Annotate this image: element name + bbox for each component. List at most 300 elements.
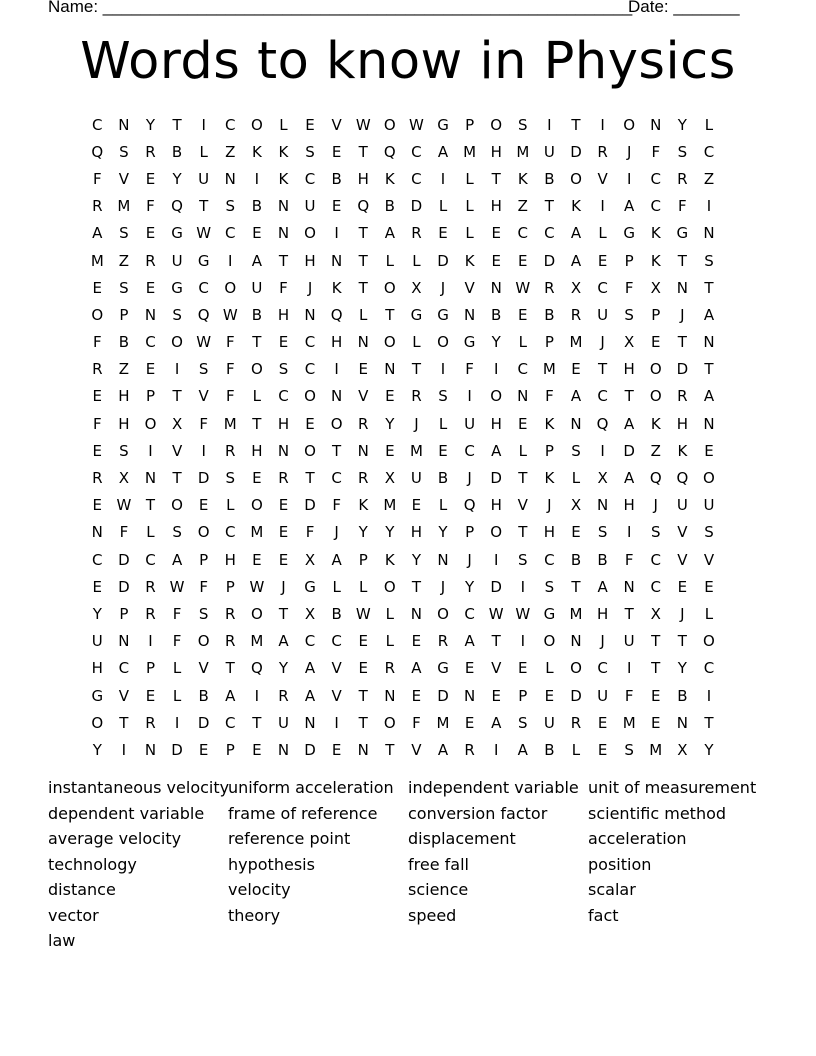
grid-letter[interactable]: R	[411, 387, 422, 406]
grid-letter[interactable]: J	[680, 305, 685, 324]
grid-letter[interactable]: S	[544, 577, 555, 596]
grid-letter[interactable]: H	[543, 523, 556, 542]
grid-letter[interactable]: R	[92, 197, 103, 216]
grid-letter[interactable]: Z	[225, 142, 236, 161]
grid-letter[interactable]: J	[414, 414, 419, 433]
grid-letter[interactable]: Q	[197, 305, 210, 324]
grid-letter[interactable]: E	[358, 659, 368, 678]
grid-letter[interactable]: F	[279, 278, 288, 297]
grid-letter[interactable]: T	[358, 686, 368, 705]
grid-letter[interactable]: O	[304, 387, 316, 406]
grid-letter[interactable]: T	[651, 659, 661, 678]
grid-letter[interactable]: A	[304, 686, 316, 705]
grid-letter[interactable]: T	[571, 115, 581, 134]
grid-letter[interactable]: W	[249, 577, 265, 596]
grid-letter[interactable]: T	[385, 740, 395, 759]
grid-letter[interactable]: S	[198, 360, 209, 379]
grid-letter[interactable]: O	[250, 604, 263, 623]
grid-letter[interactable]: N	[517, 387, 529, 406]
grid-letter[interactable]: N	[118, 115, 130, 134]
grid-letter[interactable]: T	[172, 469, 182, 488]
grid-letter[interactable]: T	[358, 251, 368, 270]
grid-letter[interactable]: T	[358, 278, 368, 297]
grid-letter[interactable]: X	[411, 278, 422, 297]
grid-letter[interactable]: C	[650, 550, 661, 569]
grid-letter[interactable]: A	[703, 305, 715, 324]
grid-letter[interactable]: T	[704, 360, 714, 379]
grid-letter[interactable]: H	[251, 441, 263, 460]
grid-letter[interactable]: L	[704, 115, 714, 134]
grid-letter[interactable]: N	[277, 224, 290, 243]
grid-letter[interactable]: P	[465, 115, 475, 134]
grid-letter[interactable]: O	[703, 469, 715, 488]
grid-letter[interactable]: N	[331, 387, 343, 406]
grid-letter[interactable]: I	[600, 115, 605, 134]
grid-letter[interactable]: C	[464, 441, 475, 460]
grid-letter[interactable]: L	[704, 604, 714, 623]
grid-letter[interactable]: X	[624, 333, 635, 352]
grid-letter[interactable]: X	[597, 469, 608, 488]
grid-letter[interactable]: E	[571, 360, 581, 379]
grid-letter[interactable]: Q	[91, 142, 104, 161]
grid-letter[interactable]: F	[92, 169, 102, 188]
grid-letter[interactable]: N	[357, 441, 369, 460]
grid-letter[interactable]: T	[411, 360, 421, 379]
grid-letter[interactable]: U	[597, 686, 609, 705]
grid-letter[interactable]: O	[490, 115, 503, 134]
grid-letter[interactable]: T	[358, 713, 368, 732]
grid-letter[interactable]: B	[491, 305, 502, 324]
grid-letter[interactable]: M	[436, 713, 450, 732]
grid-letter[interactable]: W	[515, 604, 531, 623]
grid-letter[interactable]: N	[304, 305, 316, 324]
grid-letter[interactable]: V	[198, 659, 209, 678]
grid-letter[interactable]: A	[437, 740, 449, 759]
grid-letter[interactable]: O	[543, 632, 556, 651]
grid-letter[interactable]: A	[570, 224, 582, 243]
grid-letter[interactable]: E	[358, 632, 368, 651]
grid-letter[interactable]: L	[279, 115, 288, 134]
grid-letter[interactable]: O	[171, 333, 183, 352]
grid-letter[interactable]: J	[600, 632, 605, 651]
grid-letter[interactable]: C	[304, 360, 316, 379]
grid-letter[interactable]: G	[91, 686, 104, 705]
grid-letter[interactable]: I	[600, 441, 605, 460]
grid-letter[interactable]: D	[197, 713, 210, 732]
grid-letter[interactable]: L	[172, 686, 182, 705]
grid-letter[interactable]: D	[570, 142, 582, 161]
grid-letter[interactable]: Z	[703, 169, 715, 188]
grid-letter[interactable]: F	[678, 197, 687, 216]
grid-letter[interactable]: I	[201, 441, 206, 460]
grid-letter[interactable]: E	[385, 441, 395, 460]
grid-letter[interactable]: B	[544, 169, 555, 188]
grid-letter[interactable]: N	[224, 169, 236, 188]
grid-letter[interactable]: I	[626, 169, 632, 188]
grid-letter[interactable]: H	[118, 387, 130, 406]
grid-letter[interactable]: I	[520, 577, 526, 596]
grid-letter[interactable]: V	[517, 496, 528, 515]
grid-letter[interactable]: D	[118, 550, 130, 569]
grid-letter[interactable]: I	[148, 441, 153, 460]
grid-letter[interactable]: A	[278, 632, 289, 651]
grid-letter[interactable]: D	[118, 577, 130, 596]
grid-letter[interactable]: R	[437, 632, 449, 651]
grid-letter[interactable]: T	[677, 632, 687, 651]
grid-letter[interactable]: L	[438, 197, 448, 216]
grid-letter[interactable]: E	[278, 333, 289, 352]
grid-letter[interactable]: V	[118, 686, 130, 705]
grid-letter[interactable]: C	[331, 469, 342, 488]
grid-letter[interactable]: O	[197, 632, 210, 651]
grid-letter[interactable]: I	[600, 197, 605, 216]
grid-letter[interactable]: N	[437, 550, 449, 569]
grid-letter[interactable]: I	[706, 686, 712, 705]
grid-letter[interactable]: E	[385, 387, 395, 406]
grid-letter[interactable]: C	[225, 115, 236, 134]
grid-letter[interactable]: K	[544, 414, 555, 433]
grid-letter[interactable]: O	[383, 115, 396, 134]
grid-letter[interactable]: V	[677, 550, 688, 569]
grid-letter[interactable]: M	[542, 360, 556, 379]
grid-letter[interactable]: U	[597, 305, 609, 324]
grid-letter[interactable]: H	[623, 360, 635, 379]
grid-letter[interactable]: W	[488, 604, 504, 623]
grid-letter[interactable]: H	[623, 496, 635, 515]
grid-letter[interactable]: I	[440, 169, 446, 188]
grid-letter[interactable]: E	[597, 251, 608, 270]
grid-letter[interactable]: A	[624, 469, 635, 488]
grid-letter[interactable]: E	[491, 224, 501, 243]
grid-letter[interactable]: A	[491, 441, 502, 460]
grid-letter[interactable]: W	[116, 496, 132, 515]
grid-letter[interactable]: R	[570, 305, 582, 324]
grid-letter[interactable]: G	[623, 224, 635, 243]
grid-letter[interactable]: E	[305, 414, 315, 433]
grid-letter[interactable]: N	[277, 197, 290, 216]
grid-letter[interactable]: N	[703, 224, 715, 243]
grid-letter[interactable]: A	[171, 550, 183, 569]
grid-letter[interactable]: M	[117, 197, 131, 216]
grid-letter[interactable]: E	[464, 713, 475, 732]
grid-letter[interactable]: K	[358, 496, 369, 515]
grid-letter[interactable]: E	[677, 577, 688, 596]
grid-letter[interactable]: O	[570, 659, 582, 678]
grid-letter[interactable]: L	[385, 632, 394, 651]
grid-letter[interactable]: E	[331, 197, 342, 216]
grid-letter[interactable]: R	[145, 251, 156, 270]
grid-letter[interactable]: H	[277, 305, 290, 324]
grid-letter[interactable]: F	[624, 686, 634, 705]
grid-letter[interactable]: K	[650, 414, 661, 433]
grid-letter[interactable]: N	[703, 414, 715, 433]
grid-letter[interactable]: L	[359, 305, 368, 324]
grid-letter[interactable]: E	[145, 169, 156, 188]
grid-letter[interactable]: T	[252, 414, 262, 433]
grid-letter[interactable]: M	[569, 333, 583, 352]
grid-letter[interactable]: L	[571, 740, 581, 759]
grid-letter[interactable]: W	[409, 115, 424, 134]
grid-letter[interactable]: G	[171, 224, 183, 243]
grid-letter[interactable]: L	[359, 577, 368, 596]
grid-letter[interactable]: D	[543, 251, 556, 270]
grid-letter[interactable]: S	[571, 441, 581, 460]
grid-letter[interactable]: T	[278, 604, 289, 623]
grid-letter[interactable]: M	[569, 604, 583, 623]
grid-letter[interactable]: Y	[385, 414, 395, 433]
grid-letter[interactable]: I	[121, 740, 127, 759]
grid-letter[interactable]: O	[171, 496, 183, 515]
grid-letter[interactable]: T	[172, 387, 182, 406]
grid-letter[interactable]: O	[224, 278, 237, 297]
grid-letter[interactable]: A	[225, 686, 236, 705]
grid-letter[interactable]: L	[571, 469, 581, 488]
grid-letter[interactable]: R	[677, 387, 688, 406]
grid-letter[interactable]: P	[358, 550, 368, 569]
grid-letter[interactable]: E	[92, 496, 103, 515]
grid-letter[interactable]: T	[624, 387, 634, 406]
grid-letter[interactable]: L	[518, 441, 527, 460]
grid-letter[interactable]: R	[677, 169, 688, 188]
grid-letter[interactable]: C	[597, 278, 608, 297]
grid-letter[interactable]: E	[438, 224, 448, 243]
grid-letter[interactable]: R	[225, 441, 236, 460]
grid-letter[interactable]: C	[517, 360, 529, 379]
grid-letter[interactable]: C	[464, 604, 475, 623]
grid-letter[interactable]: D	[437, 251, 449, 270]
grid-letter[interactable]: L	[385, 604, 394, 623]
grid-letter[interactable]: B	[570, 550, 582, 569]
grid-letter[interactable]: T	[332, 441, 342, 460]
grid-letter[interactable]: I	[467, 387, 472, 406]
grid-letter[interactable]: C	[145, 550, 156, 569]
grid-letter[interactable]: L	[412, 251, 421, 270]
grid-letter[interactable]: L	[146, 523, 155, 542]
grid-letter[interactable]: A	[624, 197, 635, 216]
grid-letter[interactable]: I	[440, 360, 446, 379]
grid-letter[interactable]: V	[198, 387, 209, 406]
grid-letter[interactable]: D	[676, 360, 689, 379]
grid-letter[interactable]: I	[148, 632, 153, 651]
grid-letter[interactable]: P	[544, 333, 554, 352]
grid-letter[interactable]: Q	[171, 197, 183, 216]
grid-letter[interactable]: T	[119, 713, 129, 732]
grid-letter[interactable]: E	[597, 740, 608, 759]
grid-letter[interactable]: P	[624, 251, 634, 270]
grid-letter[interactable]: N	[463, 686, 476, 705]
grid-letter[interactable]: K	[517, 169, 528, 188]
grid-letter[interactable]: G	[437, 659, 449, 678]
grid-letter[interactable]: S	[651, 523, 661, 542]
grid-letter[interactable]: F	[225, 333, 235, 352]
grid-letter[interactable]: I	[174, 713, 180, 732]
grid-letter[interactable]: N	[91, 523, 103, 542]
grid-letter[interactable]: G	[437, 305, 449, 324]
grid-letter[interactable]: J	[440, 278, 446, 297]
grid-letter[interactable]: H	[304, 251, 316, 270]
grid-letter[interactable]: R	[145, 577, 156, 596]
grid-letter[interactable]: F	[624, 550, 634, 569]
grid-letter[interactable]: U	[623, 632, 635, 651]
grid-letter[interactable]: T	[358, 142, 368, 161]
grid-letter[interactable]: A	[491, 713, 502, 732]
grid-letter[interactable]: L	[598, 224, 607, 243]
grid-letter[interactable]: D	[304, 496, 316, 515]
grid-letter[interactable]: D	[570, 686, 582, 705]
grid-letter[interactable]: F	[172, 604, 182, 623]
grid-letter[interactable]: I	[493, 360, 499, 379]
grid-letter[interactable]: S	[624, 305, 634, 324]
grid-letter[interactable]: T	[571, 577, 581, 596]
grid-letter[interactable]: K	[650, 251, 661, 270]
grid-letter[interactable]: F	[172, 632, 182, 651]
grid-letter[interactable]: E	[518, 251, 528, 270]
grid-letter[interactable]: C	[304, 333, 316, 352]
grid-letter[interactable]: N	[570, 632, 582, 651]
grid-letter[interactable]: G	[543, 604, 556, 623]
grid-letter[interactable]: N	[304, 713, 316, 732]
grid-letter[interactable]: F	[92, 333, 102, 352]
grid-letter[interactable]: M	[409, 441, 423, 460]
grid-letter[interactable]: O	[250, 360, 263, 379]
grid-letter[interactable]: K	[677, 441, 688, 460]
grid-letter[interactable]: S	[597, 523, 608, 542]
grid-letter[interactable]: O	[383, 333, 396, 352]
grid-letter[interactable]: D	[304, 740, 316, 759]
grid-letter[interactable]: B	[544, 740, 555, 759]
grid-letter[interactable]: O	[437, 333, 449, 352]
grid-letter[interactable]: N	[570, 414, 582, 433]
grid-letter[interactable]: H	[277, 414, 290, 433]
grid-letter[interactable]: M	[622, 713, 636, 732]
grid-letter[interactable]: Y	[92, 740, 102, 759]
grid-letter[interactable]: P	[199, 550, 209, 569]
grid-letter[interactable]: N	[703, 333, 715, 352]
grid-letter[interactable]: O	[623, 115, 636, 134]
grid-letter[interactable]: O	[703, 632, 715, 651]
grid-letter[interactable]: Z	[118, 360, 130, 379]
grid-letter[interactable]: D	[437, 686, 449, 705]
grid-letter[interactable]: P	[518, 686, 528, 705]
grid-letter[interactable]: G	[463, 333, 476, 352]
grid-letter[interactable]: E	[704, 577, 714, 596]
grid-letter[interactable]: E	[305, 115, 315, 134]
grid-letter[interactable]: C	[198, 278, 209, 297]
grid-letter[interactable]: H	[357, 169, 369, 188]
grid-letter[interactable]: E	[278, 550, 289, 569]
date-field-label[interactable]: Date: _______	[628, 0, 740, 16]
grid-letter[interactable]: H	[224, 550, 236, 569]
grid-letter[interactable]: L	[332, 577, 341, 596]
grid-letter[interactable]: P	[225, 740, 235, 759]
grid-letter[interactable]: H	[490, 142, 502, 161]
grid-letter[interactable]: U	[410, 469, 422, 488]
grid-letter[interactable]: L	[545, 659, 554, 678]
grid-letter[interactable]: A	[464, 632, 475, 651]
grid-letter[interactable]: O	[383, 278, 396, 297]
grid-letter[interactable]: Q	[649, 469, 662, 488]
grid-letter[interactable]: Y	[677, 115, 687, 134]
grid-letter[interactable]: S	[518, 713, 528, 732]
grid-letter[interactable]: L	[438, 496, 448, 515]
grid-letter[interactable]: A	[703, 387, 715, 406]
grid-letter[interactable]: Y	[677, 659, 687, 678]
grid-letter[interactable]: B	[544, 305, 555, 324]
grid-letter[interactable]: K	[544, 469, 555, 488]
grid-letter[interactable]: Y	[145, 115, 156, 134]
grid-letter[interactable]: V	[703, 550, 715, 569]
grid-letter[interactable]: A	[624, 414, 635, 433]
grid-letter[interactable]: E	[92, 441, 103, 460]
grid-letter[interactable]: N	[331, 251, 343, 270]
grid-letter[interactable]: B	[331, 604, 342, 623]
grid-letter[interactable]: L	[172, 659, 182, 678]
grid-letter[interactable]: R	[358, 469, 369, 488]
grid-letter[interactable]: B	[677, 686, 688, 705]
grid-letter[interactable]: L	[412, 333, 421, 352]
grid-letter[interactable]: Z	[650, 441, 661, 460]
grid-letter[interactable]: Y	[438, 523, 448, 542]
grid-letter[interactable]: N	[277, 441, 290, 460]
grid-letter[interactable]: B	[437, 469, 449, 488]
grid-letter[interactable]: V	[331, 659, 342, 678]
grid-letter[interactable]: X	[650, 604, 661, 623]
grid-letter[interactable]: F	[624, 278, 634, 297]
grid-letter[interactable]: T	[518, 523, 528, 542]
grid-letter[interactable]: O	[197, 523, 210, 542]
grid-letter[interactable]: E	[464, 659, 475, 678]
grid-letter[interactable]: P	[544, 441, 554, 460]
grid-letter[interactable]: J	[467, 550, 472, 569]
grid-letter[interactable]: O	[91, 713, 104, 732]
grid-letter[interactable]: B	[171, 142, 183, 161]
grid-letter[interactable]: J	[307, 278, 313, 297]
grid-letter[interactable]: E	[252, 469, 262, 488]
grid-letter[interactable]: E	[252, 740, 262, 759]
grid-letter[interactable]: H	[91, 659, 103, 678]
grid-letter[interactable]: C	[650, 577, 661, 596]
grid-letter[interactable]: V	[331, 686, 342, 705]
grid-letter[interactable]: L	[199, 142, 208, 161]
grid-letter[interactable]: M	[223, 414, 237, 433]
grid-letter[interactable]: I	[334, 713, 339, 732]
grid-letter[interactable]: E	[358, 360, 368, 379]
grid-letter[interactable]: E	[252, 224, 262, 243]
grid-letter[interactable]: E	[331, 740, 342, 759]
grid-letter[interactable]: C	[544, 550, 555, 569]
grid-letter[interactable]: W	[196, 333, 212, 352]
grid-letter[interactable]: U	[198, 169, 210, 188]
grid-letter[interactable]: Q	[383, 142, 396, 161]
grid-letter[interactable]: Z	[517, 197, 528, 216]
grid-letter[interactable]: C	[304, 169, 316, 188]
grid-letter[interactable]: F	[332, 496, 341, 515]
grid-letter[interactable]: C	[703, 142, 715, 161]
grid-letter[interactable]: E	[252, 550, 262, 569]
grid-letter[interactable]: J	[680, 604, 685, 623]
grid-letter[interactable]: P	[119, 604, 129, 623]
grid-letter[interactable]: E	[438, 441, 448, 460]
grid-letter[interactable]: Y	[358, 523, 368, 542]
grid-letter[interactable]: L	[465, 169, 474, 188]
grid-letter[interactable]: T	[145, 496, 156, 515]
grid-letter[interactable]: Q	[676, 469, 689, 488]
grid-letter[interactable]: O	[91, 305, 104, 324]
grid-letter[interactable]: J	[281, 577, 286, 596]
grid-letter[interactable]: Y	[278, 659, 289, 678]
grid-letter[interactable]: E	[92, 577, 103, 596]
grid-letter[interactable]: E	[491, 686, 501, 705]
